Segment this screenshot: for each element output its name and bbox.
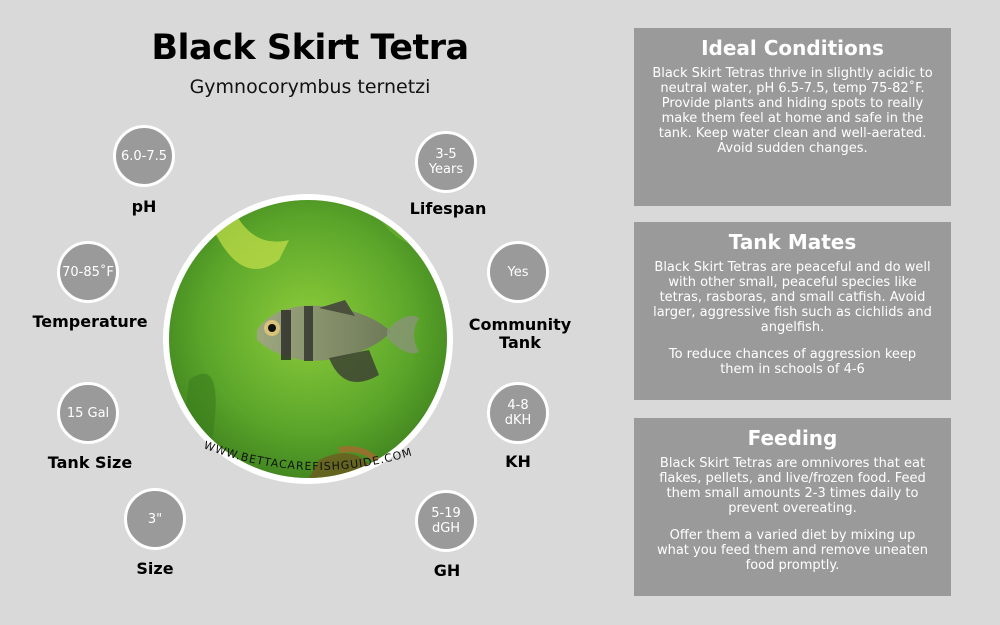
tank-mates-heading: Tank Mates (728, 230, 857, 254)
community-label-line2: Tank (499, 333, 541, 352)
feeding-heading: Feeding (747, 426, 838, 450)
size-value-circle (124, 488, 186, 550)
size-value: 3" (147, 511, 163, 527)
tank-size-value: 15 Gal (66, 405, 110, 421)
lifespan-value-line1: 3-5 (435, 147, 457, 162)
tank-size-label: Tank Size (47, 453, 133, 472)
temperature-value: 70-85˚F (62, 264, 114, 280)
kh-value-line2: dKH (504, 413, 532, 428)
size-label: Size (136, 559, 174, 578)
lifespan-value-circle (415, 131, 477, 193)
gh-value-circle (415, 490, 477, 552)
kh-value-line1: 4-8 (507, 398, 529, 413)
gh-value-line2: dGH (431, 521, 461, 536)
temperature-value-circle (57, 241, 119, 303)
scientific-name: Gymnocorymbus ternetzi (189, 76, 431, 98)
feeding-text: Black Skirt Tetras are omnivores that eat flakes, pellets, and live/frozen food. Feed them small amounts 2-3 times daily to prevent overeating. (659, 456, 926, 516)
tank-size-value-circle (57, 382, 119, 444)
feeding-panel (634, 418, 951, 596)
tank-mates-school-text: To reduce chances of aggression keep them in schools of 4-6 (668, 347, 917, 377)
ph-value: 6.0-7.5 (120, 148, 168, 164)
gh-value-line1: 5-19 (431, 506, 461, 521)
kh-value-circle (487, 382, 549, 444)
kh-label: KH (505, 452, 531, 471)
page-title: Black Skirt Tetra (151, 28, 469, 68)
ideal-conditions-heading: Ideal Conditions (701, 36, 884, 60)
ideal-conditions-text: Black Skirt Tetras thrive in slightly acidic to neutral water, pH 6.5-7.5, temp 75-82˚F. Provide plants and hiding spots to really make them feel at home and safe in the tank. Keep water clean and well-aerated. Avoid sudden changes. (652, 66, 933, 156)
feeding-diet-text: Offer them a varied diet by mixing up what you feed them and remove uneaten food promptly. (656, 528, 929, 573)
gh-label: GH (433, 561, 461, 580)
website-url-arc (198, 440, 438, 480)
fish-photo (169, 200, 447, 478)
lifespan-value-line2: Years (428, 162, 464, 177)
ph-value-circle (113, 125, 175, 187)
community-value-circle (487, 241, 549, 303)
tank-mates-text: Black Skirt Tetras are peaceful and do well with other small, peaceful species like tetras, rasboras, and small catfish. Avoid larger, aggressive fish such as cichlids and angelfish. (653, 260, 932, 335)
website-url: WWW.BETTACAREFISHGUIDE.COM (202, 440, 415, 474)
ph-label: pH (131, 197, 157, 216)
svg-text:WWW.BETTACAREFISHGUIDE.COM (202, 440, 414, 473)
community-label (465, 316, 575, 352)
fish-illustration (169, 200, 447, 478)
community-label-line1: Community (468, 315, 572, 334)
temperature-label: Temperature (32, 312, 148, 331)
lifespan-label: Lifespan (409, 199, 487, 218)
ideal-conditions-panel (634, 28, 951, 206)
tank-mates-panel (634, 222, 951, 400)
community-value: Yes (507, 264, 529, 280)
